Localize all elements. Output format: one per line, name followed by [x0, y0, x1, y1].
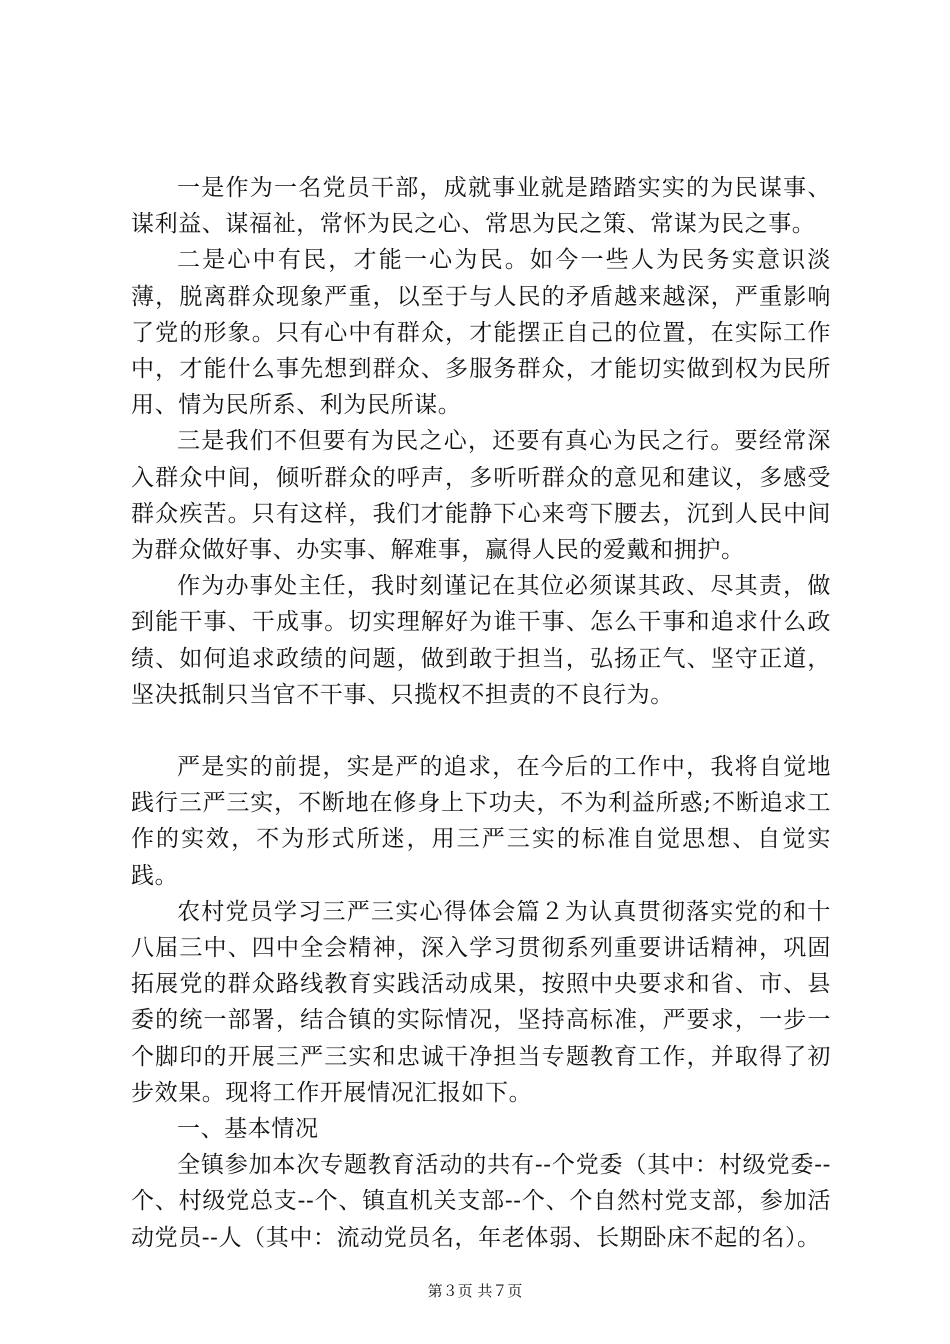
paragraph-4: 作为办事处主任，我时刻谨记在其位必须谋其政、尽其责，做到能干事、干成事。切实理解好为谁干事、怎么干事和追求什么政绩、如何追求政绩的问题，做到敢于担当，弘扬正气、坚守正道，坚决抵制只当官不干事、只揽权不担责的不良行为。	[131, 573, 831, 708]
paragraph-5: 严是实的前提，实是严的追求，在今后的工作中，我将自觉地践行三严三实，不断地在修身上下功夫，不为利益所惑;不断追求工作的实效，不为形式所迷，用三严三实的标准自觉思想、自觉实践。	[131, 754, 831, 889]
page-footer: 第３页 共７页	[427, 1282, 523, 1300]
paragraph-7: 全镇参加本次专题教育活动的共有--个党委（其中：村级党委--个、村级党总支--个、镇直机关支部--个、个自然村党支部，参加活动党员--人（其中：流动党员名，年老体弱、长期卧床不起的名）。	[131, 1152, 831, 1251]
paragraph-3: 三是我们不但要有为民之心，还要有真心为民之行。要经常深入群众中间，倾听群众的呼声，多听听群众的意见和建议，多感受群众疾苦。只有这样，我们才能静下心来弯下腰去，沉到人民中间为群众做好事、办实事、解难事，赢得人民的爱戴和拥护。	[131, 428, 831, 564]
paragraph-1: 一是作为一名党员干部，成就事业就是踏踏实实的为民谋事、谋利益、谋福祉，常怀为民之心、常思为民之策、常谋为民之事。	[131, 175, 831, 238]
section-heading: 一、基本情况	[177, 1116, 319, 1143]
document-body	[131, 170, 831, 1256]
paragraph-6: 农村党员学习三严三实心得体会篇２为认真贯彻落实党的和十八届三中、四中全会精神，深入学习贯彻系列重要讲话精神，巩固拓展党的群众路线教育实践活动成果，按照中央要求和省、市、县委的统一部署，结合镇的实际情况，坚持高标准，严要求，一步一个脚印的开展三严三实和忠诚干净担当专题教育工作，并取得了初步效果。现将工作开展情况汇报如下。	[131, 898, 831, 1106]
paragraph-2: 二是心中有民，才能一心为民。如今一些人为民务实意识淡薄，脱离群众现象严重，以至于与人民的矛盾越来越深，严重影响了党的形象。只有心中有群众，才能摆正自己的位置，在实际工作中，才能什么事先想到群众、多服务群众，才能切实做到权为民所用、情为民所系、利为民所谋。	[131, 247, 831, 419]
paragraph-spacer	[131, 713, 831, 749]
